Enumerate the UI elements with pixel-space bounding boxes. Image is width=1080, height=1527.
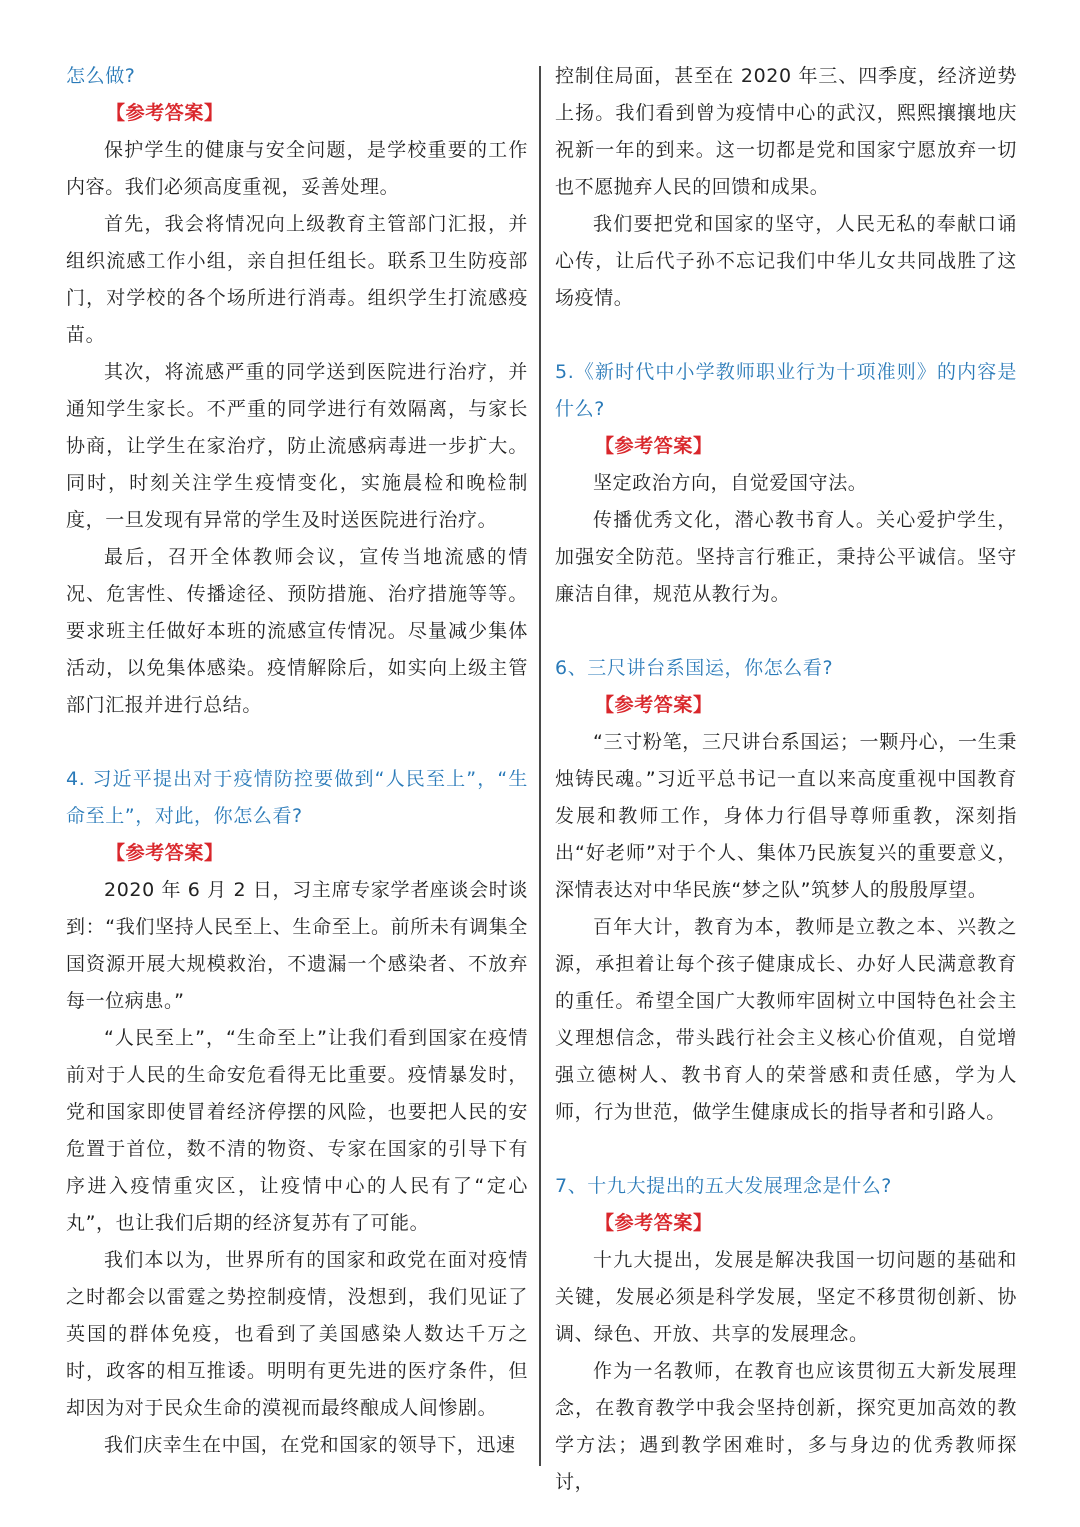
paragraph: 我们庆幸生在中国，在党和国家的领导下，迅速 [104,1434,516,1456]
paragraph-continued: 控制住局面，甚至在 2020 年三、四季度，经济逆势上扬。我们看到曾为疫情中心的武汉，熙熙攘攘地庆祝新一年的到来。这一切都是党和国家宁愿放弃一切也不愿抛弃人民的回馈和成果。 [555,65,1017,198]
question-4-title: 4. 习近平提出对于疫情防控要做到“人民至上”，“生命至上”，对此，你怎么看? [66,768,528,827]
paragraph: 最后，召开全体教师会议，宣传当地流感的情况、危害性、传播途径、预防措施、治疗措施等等。要求班主任做好本班的流感宣传情况。尽量减少集体活动，以免集体感染。疫情解除后，如实向上级主管部门汇报并进行总结。 [66,546,528,716]
paragraph: 保护学生的健康与安全问题，是学校重要的工作内容。我们必须高度重视，妥善处理。 [66,139,528,198]
right-column [555,58,1017,1501]
left-column [66,58,528,1464]
paragraph: 十九大提出，发展是解决我国一切问题的基础和关键，发展必须是科学发展，坚定不移贯彻创新、协调、绿色、开放、共享的发展理念。 [555,1249,1017,1345]
question-5-title: 5.《新时代中小学教师职业行为十项准则》的内容是什么? [555,361,1017,420]
answer-label: 【参考答案】 [595,435,713,457]
answer-label: 【参考答案】 [595,1212,713,1234]
question-7-title: 7、十九大提出的五大发展理念是什么? [555,1175,892,1197]
paragraph: “三寸粉笔，三尺讲台系国运；一颗丹心，一生秉烛铸民魂。”习近平总书记一直以来高度重视中国教育发展和教师工作，身体力行倡导尊师重教，深刻指出“好老师”对于个人、集体乃民族复兴的重要意义，深情表达对中华民族“梦之队”筑梦人的殷殷厚望。 [555,731,1017,901]
answer-label: 【参考答案】 [595,694,713,716]
paragraph: 我们要把党和国家的坚守，人民无私的奉献口诵心传，让后代子孙不忘记我们中华儿女共同战胜了这场疫情。 [555,213,1017,309]
paragraph: 坚定政治方向，自觉爱国守法。 [593,472,868,494]
paragraph: 其次，将流感严重的同学送到医院进行治疗，并通知学生家长。不严重的同学进行有效隔离，与家长协商，让学生在家治疗，防止流感病毒进一步扩大。同时，时刻关注学生疫情变化，实施晨检和晚检制度，一旦发现有异常的学生及时送医院进行治疗。 [66,361,528,531]
paragraph: “人民至上”，“生命至上”让我们看到国家在疫情前对于人民的生命安危看得无比重要。疫情暴发时，党和国家即使冒着经济停摆的风险，也要把人民的安危置于首位，数不清的物资、专家在国家的引导下有序进入疫情重灾区，让疫情中心的人民有了“定心丸”，也让我们后期的经济复苏有了可能。 [66,1027,528,1234]
question-3-tail: 怎么做? [66,65,136,87]
paragraph: 2020 年 6 月 2 日，习主席专家学者座谈会时谈到：“我们坚持人民至上、生命至上。前所未有调集全国资源开展大规模救治，不遗漏一个感染者、不放弃每一位病患。” [66,879,528,1012]
paragraph: 百年大计，教育为本，教师是立教之本、兴教之源，承担着让每个孩子健康成长、办好人民满意教育的重任。希望全国广大教师牢固树立中国特色社会主义理想信念，带头践行社会主义核心价值观，自觉增强立德树人、教书育人的荣誉感和责任感，学为人师，行为世范，做学生健康成长的指导者和引路人。 [555,916,1017,1123]
paragraph: 作为一名教师，在教育也应该贯彻五大新发展理念，在教育教学中我会坚持创新，探究更加高效的教学方法；遇到教学困难时，多与身边的优秀教师探讨， [555,1360,1017,1493]
answer-label: 【参考答案】 [106,102,224,124]
answer-label: 【参考答案】 [106,842,224,864]
paragraph: 我们本以为，世界所有的国家和政党在面对疫情之时都会以雷霆之势控制疫情，没想到，我们见证了英国的群体免疫，也看到了美国感染人数达千万之时，政客的相互推诿。明明有更先进的医疗条件，但却因为对于民众生命的漠视而最终酿成人间惨剧。 [66,1249,528,1419]
paragraph: 首先，我会将情况向上级教育主管部门汇报，并组织流感工作小组，亲自担任组长。联系卫生防疫部门，对学校的各个场所进行消毒。组织学生打流感疫苗。 [66,213,528,346]
question-6-title: 6、三尺讲台系国运，你怎么看? [555,657,834,679]
column-divider [539,66,541,1466]
paragraph: 传播优秀文化，潜心教书育人。关心爱护学生，加强安全防范。坚持言行雅正，秉持公平诚信。坚守廉洁自律，规范从教行为。 [555,509,1017,605]
